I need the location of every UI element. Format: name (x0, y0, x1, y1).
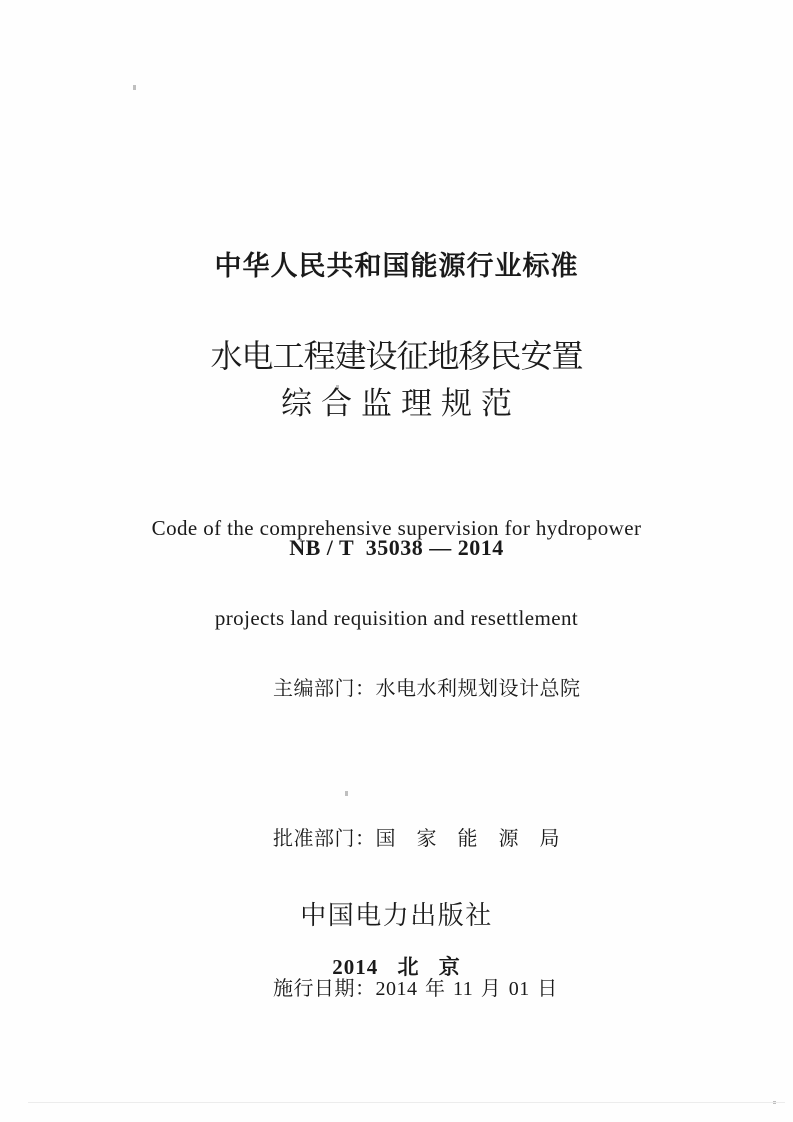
info-row-chief-editing-department (243, 644, 581, 734)
document-title-line1: 水电工程建设征地移民安置 (210, 338, 583, 374)
info-label: 批准部门： (273, 828, 376, 850)
scan-artifact-line (28, 1102, 785, 1103)
info-value: 水电水利规划设计总院 (375, 678, 581, 700)
standard-number: NB / T 35038 — 2014 (289, 535, 504, 560)
standard-heading: 中华人民共和国能源行业标准 (214, 251, 579, 281)
english-title-line2: projects land requisition and resettlement (214, 606, 579, 630)
info-row-approval-department (243, 794, 581, 884)
publisher-name: 中国电力出版社 (300, 901, 493, 930)
document-title-line2: 综合监理规范 (281, 386, 521, 421)
info-label: 主编部门： (273, 678, 376, 700)
publication-info (243, 584, 581, 1094)
info-label: 施行日期： (273, 978, 376, 1000)
scan-speck (133, 85, 136, 90)
english-title-line1: Code of the comprehensive supervision for hydropower (151, 516, 642, 540)
info-value: 2014 年 11 月 01 日 (375, 978, 558, 1000)
info-value: 国 家 能 源 局 (375, 828, 560, 850)
edition-year-city: 2014 北 京 (332, 955, 461, 979)
